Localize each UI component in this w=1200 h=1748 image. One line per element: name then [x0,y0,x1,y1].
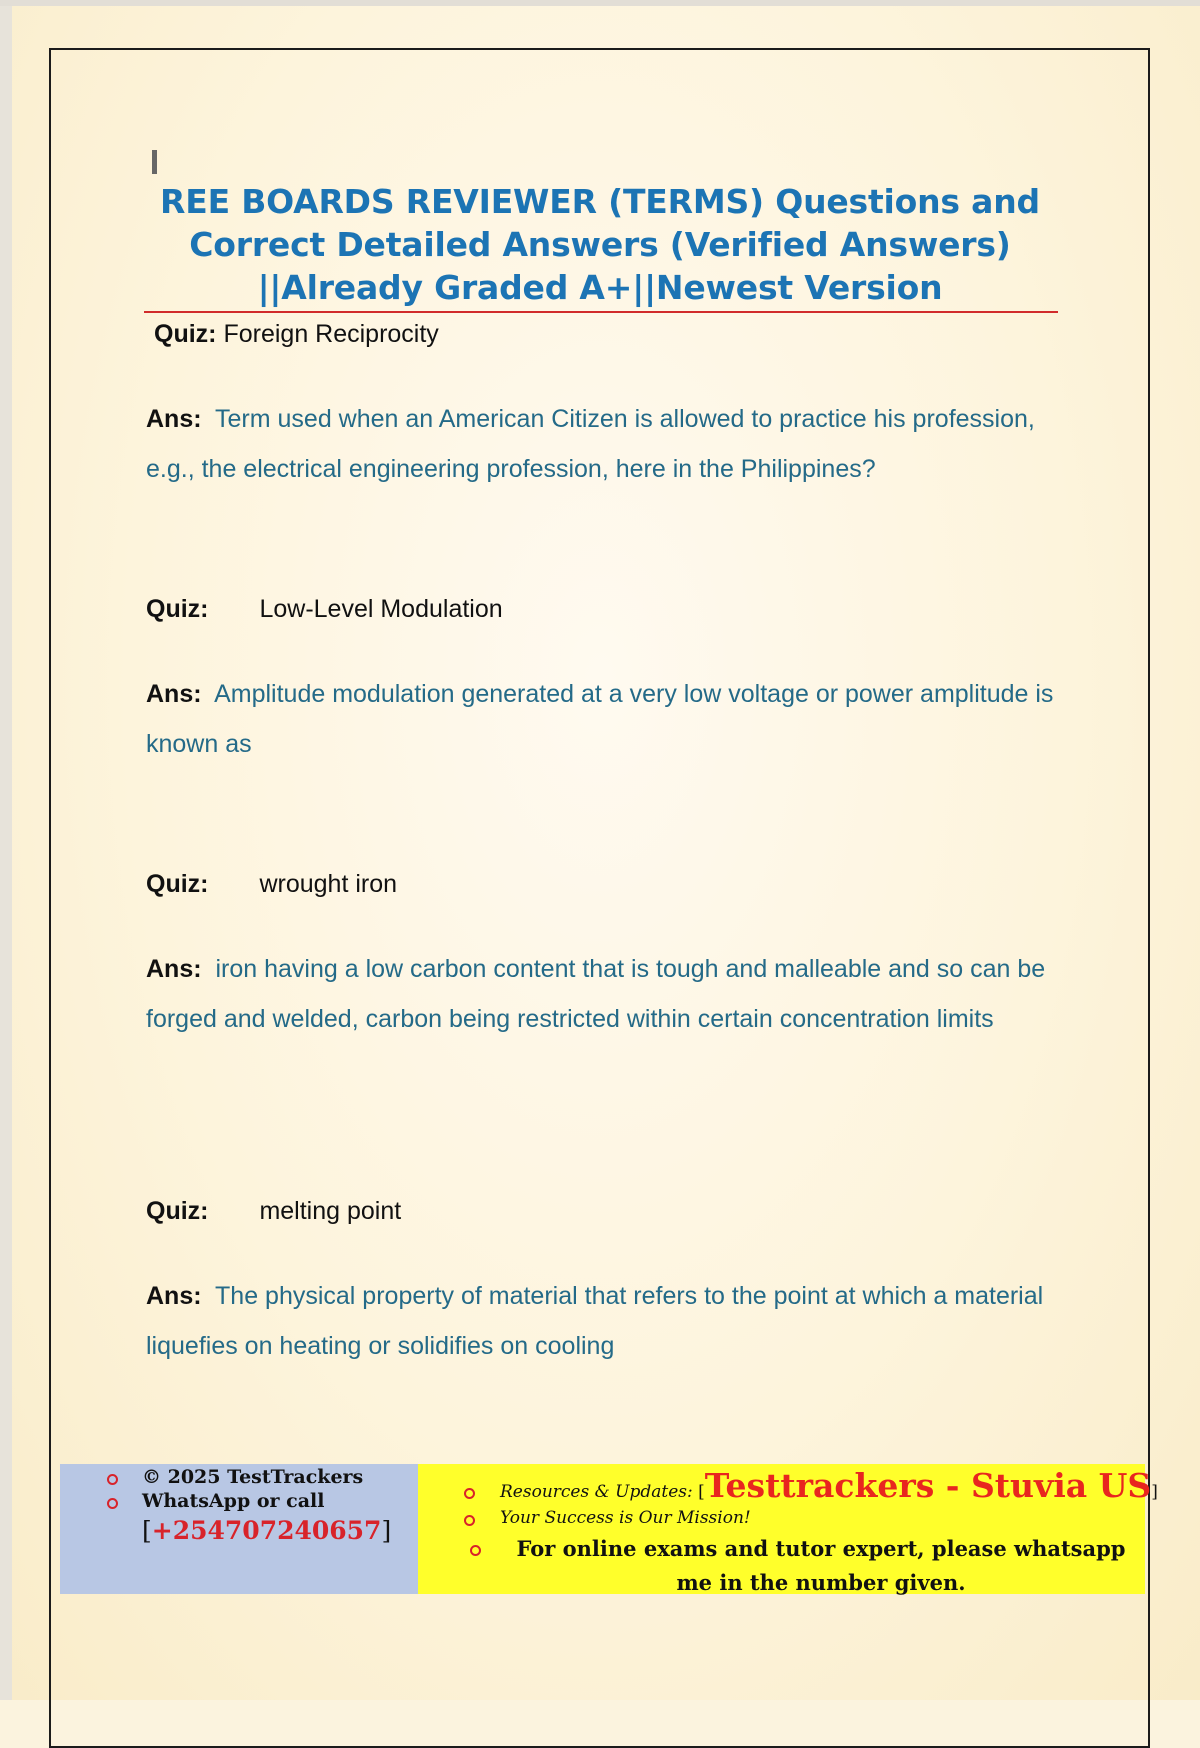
stuvia-link[interactable]: Testtrackers - Stuvia US [704,1466,1152,1505]
answer-2 [146,669,1066,769]
quiz-term: wrought iron [259,870,398,898]
copyright-text: © 2025 TestTrackers [142,1466,364,1488]
answer-label: Ans: [146,1282,202,1310]
quiz-row-3 [146,870,397,899]
bullet-icon [107,1474,118,1485]
answer-label: Ans: [146,680,202,708]
quiz-label: Quiz: [146,870,209,898]
phone-number-text[interactable]: +254707240657 [151,1516,382,1545]
mission-text: Your Success is Our Mission! [500,1508,751,1528]
window-edge-top [0,0,1200,6]
answer-1 [146,394,1066,494]
answer-label: Ans: [146,955,202,983]
bullet-icon [464,1515,475,1526]
answer-text: iron having a low carbon content that is tough and malleable and so can be forged and welded, carbon being restricted within certain concentration limits [146,955,1046,1033]
answer-4 [146,1271,1066,1371]
answer-label: Ans: [146,405,202,433]
answer-text: The physical property of material that refers to the point at which a material liquefies on heating or solidifies on cooling [146,1282,1044,1360]
resources-line: Resources & Updates: [Testtrackers - Stuvia US] [500,1466,1158,1505]
quiz-row-2 [146,595,503,624]
document-title: REE BOARDS REVIEWER (TERMS) Questions and Correct Detailed Answers (Verified Answers) ||Already Graded A+||Newest Version [160,182,1040,307]
bullet-icon [470,1545,481,1556]
quiz-row-4 [146,1197,401,1226]
quiz-row-1 [154,320,439,349]
quiz-label: Quiz: [146,595,209,623]
answer-text: Amplitude modulation generated at a very low voltage or power amplitude is known as [146,680,1054,758]
phone-number[interactable]: [+254707240657] [142,1516,392,1545]
quiz-label: Quiz: [146,1197,209,1225]
footer-contact-panel [60,1464,418,1594]
title-underline [144,311,1058,313]
quiz-term: Foreign Reciprocity [223,320,439,348]
resources-label: Resources & Updates: [500,1482,693,1502]
whatsapp-label: WhatsApp or call [142,1490,325,1512]
window-edge-left [0,0,12,1700]
bullet-icon [464,1488,475,1499]
answer-text: Term used when an American Citizen is allowed to practice his profession, e.g., the electrical engineering profession, here in the Philippines? [146,405,1035,483]
answer-3 [146,944,1066,1044]
quiz-label: Quiz: [154,320,217,348]
quiz-term: Low-Level Modulation [259,595,503,623]
online-exams-text: For online exams and tutor expert, please whatsapp me in the number given. [516,1536,1126,1595]
bullet-icon [107,1498,118,1509]
quiz-term: melting point [259,1197,402,1225]
footer-resources-panel [418,1464,1158,1595]
text-cursor-mark [152,150,157,174]
